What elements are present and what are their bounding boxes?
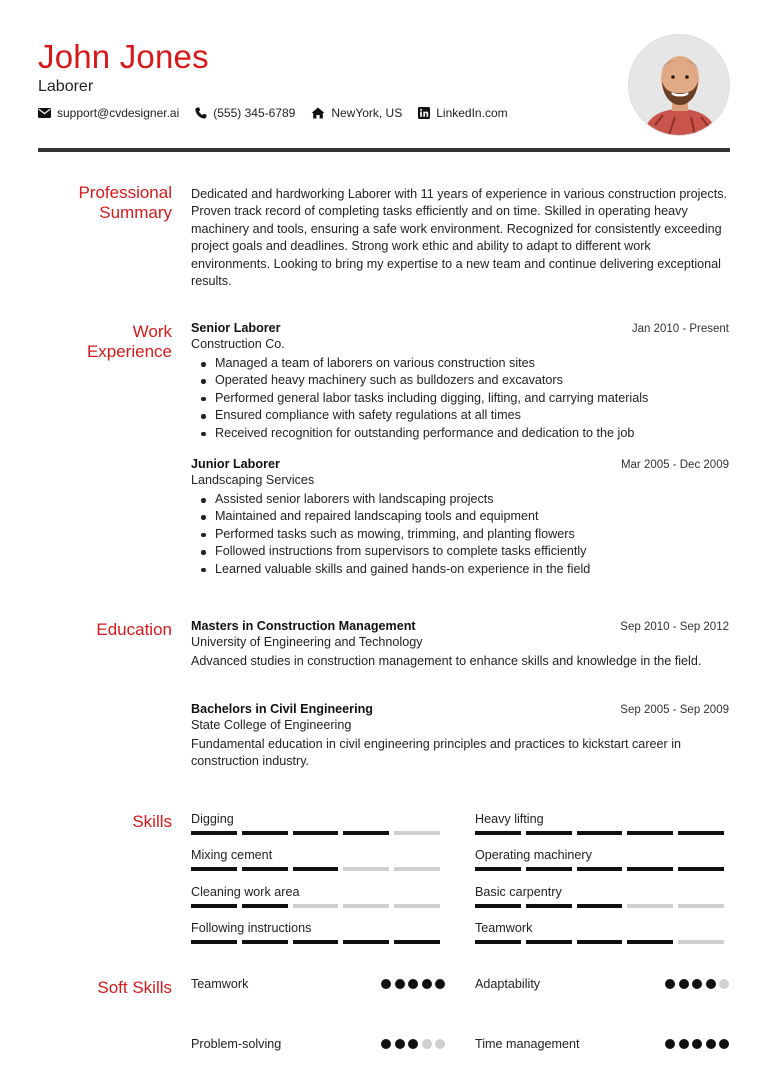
skill-level-segment [577,940,623,944]
job-bullets [191,355,729,442]
skill-level-segment [627,867,673,871]
skill-level-segment [678,940,724,944]
experience-heading-line1: Work [132,322,172,341]
skill-level-bar [475,940,729,944]
job-title: Senior Laborer [191,321,281,335]
education-dates: Sep 2005 - Sep 2009 [620,704,729,716]
linkedin-icon [418,107,430,119]
skill-item [475,848,729,871]
soft-skill-rating [378,1039,446,1049]
soft-skill-name: Time management [475,1037,580,1051]
rating-dot [679,1039,689,1049]
skill-level-segment [526,831,572,835]
rating-dot [665,1039,675,1049]
job-title: Junior Laborer [191,457,280,471]
skill-level-segment [627,940,673,944]
skill-level-bar [191,904,445,908]
job-bullet: Received recognition for outstanding performance and dedication to the job [191,425,729,442]
skill-level-segment [678,867,724,871]
summary-heading [78,183,172,223]
skill-item [475,921,729,944]
skill-level-segment [394,904,440,908]
skill-name: Following instructions [191,921,312,935]
job-bullet: Ensured compliance with safety regulations at all times [191,407,729,424]
profile-photo [628,34,730,136]
skill-level-bar [191,940,445,944]
job-entry [191,457,729,578]
rating-dot [692,979,702,989]
skill-level-segment [293,831,339,835]
skill-level-segment [343,867,389,871]
contact-location-text: NewYork, US [331,106,403,120]
skill-level-segment [242,867,288,871]
contact-location [311,106,402,120]
skill-item [191,885,445,908]
skill-level-segment [293,940,339,944]
skill-level-bar [475,867,729,871]
rating-dot [679,979,689,989]
skill-level-segment [394,867,440,871]
job-company: Landscaping Services [191,473,315,487]
experience-heading [87,322,172,362]
job-bullet: Performed general labor tasks including digging, lifting, and carrying materials [191,390,729,407]
skill-item [191,921,445,944]
skill-level-segment [191,940,237,944]
rating-dot [706,1039,716,1049]
rating-dot [435,1039,445,1049]
skill-level-segment [475,867,521,871]
skill-level-segment [526,904,572,908]
rating-dot [408,1039,418,1049]
education-description: Advanced studies in construction management to enhance skills and knowledge in the field. [191,654,702,668]
skill-item [475,812,729,835]
skill-level-segment [526,940,572,944]
job-bullet: Operated heavy machinery such as bulldozers and excavators [191,372,729,389]
skill-name: Digging [191,812,234,826]
education-entry [191,702,729,771]
rating-dot [395,1039,405,1049]
contact-bar [38,106,524,120]
soft-skill-item [191,977,445,991]
skill-level-segment [577,831,623,835]
skill-level-segment [343,940,389,944]
skill-name: Basic carpentry [475,885,562,899]
rating-dot [381,979,391,989]
job-bullets [191,491,729,578]
skill-level-bar [475,831,729,835]
soft-skill-rating [662,1039,730,1049]
skill-level-segment [293,904,339,908]
contact-email-text: support@cvdesigner.ai [57,106,180,120]
job-entry [191,321,729,442]
rating-dot [395,979,405,989]
rating-dot [665,979,675,989]
skill-level-segment [394,940,440,944]
header-divider [38,148,730,152]
soft-skill-name: Problem-solving [191,1037,282,1051]
job-company: Construction Co. [191,337,285,351]
education-degree: Masters in Construction Management [191,619,416,633]
education-description: Fundamental education in civil engineering principles and practices to kickstart career in construction industry. [191,737,682,769]
rating-dot [692,1039,702,1049]
contact-phone[interactable] [195,106,295,120]
skill-level-segment [475,904,521,908]
skill-name: Operating machinery [475,848,592,862]
education-dates: Sep 2010 - Sep 2012 [620,621,729,633]
contact-linkedin-text: LinkedIn.com [436,106,508,120]
contact-email[interactable] [38,106,179,120]
soft-skill-name: Adaptability [475,977,541,991]
phone-icon [195,107,207,119]
skill-level-segment [475,831,521,835]
soft-skill-rating [662,979,730,989]
skill-level-segment [191,904,237,908]
skill-level-segment [343,904,389,908]
skill-level-segment [242,831,288,835]
summary-text: Dedicated and hardworking Laborer with 11 years of experience in various construction projects. Proven track record of completing tasks efficiently and on time. Skilled in operating heavy machinery and tools, ensuring a safe work environment. Recognized for consistently exceeding project goals and deadlines. Strong work ethic and ability to adapt to different work environments. Looking to bring my expertise to a new team and continue delivering exceptional results. [191,187,727,289]
job-bullet: Followed instructions from supervisors to complete tasks efficiently [191,543,729,560]
skill-level-segment [242,940,288,944]
skills-heading: Skills [132,812,172,831]
skill-item [191,848,445,871]
skill-level-segment [293,867,339,871]
education-degree: Bachelors in Civil Engineering [191,702,373,716]
candidate-name: John Jones [38,38,209,75]
job-bullet: Learned valuable skills and gained hands-on experience in the field [191,561,729,578]
summary-section [191,186,729,290]
skill-level-segment [191,831,237,835]
skill-level-bar [475,904,729,908]
candidate-title: Laborer [38,78,94,95]
contact-linkedin[interactable] [418,106,507,120]
skill-level-segment [577,867,623,871]
skill-level-bar [191,831,445,835]
skill-item [475,885,729,908]
education-school: State College of Engineering [191,718,352,732]
skill-level-segment [343,831,389,835]
rating-dot [422,1039,432,1049]
rating-dot [719,979,729,989]
skill-level-segment [627,831,673,835]
rating-dot [422,979,432,989]
skill-level-segment [191,867,237,871]
soft-skill-item [191,1037,445,1051]
contact-phone-text: (555) 345-6789 [213,106,296,120]
education-heading: Education [96,620,172,639]
summary-heading-line2: Summary [99,203,172,222]
rating-dot [381,1039,391,1049]
skill-level-segment [526,867,572,871]
rating-dot [719,1039,729,1049]
skill-level-segment [394,831,440,835]
skill-level-segment [627,904,673,908]
job-bullet: Assisted senior laborers with landscaping projects [191,491,729,508]
soft-skill-name: Teamwork [191,977,249,991]
soft-skill-rating [378,979,446,989]
soft-skill-item [475,977,729,991]
job-dates: Jan 2010 - Present [631,323,729,335]
skill-name: Cleaning work area [191,885,300,899]
skill-name: Mixing cement [191,848,273,862]
skill-level-segment [242,904,288,908]
rating-dot [408,979,418,989]
education-entry [191,619,729,670]
skill-level-segment [678,904,724,908]
skill-level-segment [678,831,724,835]
rating-dot [435,979,445,989]
job-bullet: Performed tasks such as mowing, trimming, and planting flowers [191,526,729,543]
skill-name: Heavy lifting [475,812,544,826]
summary-heading-line1: Professional [78,183,172,202]
job-dates: Mar 2005 - Dec 2009 [620,459,729,471]
job-bullet: Maintained and repaired landscaping tools and equipment [191,508,729,525]
soft-skill-item [475,1037,729,1051]
skill-level-segment [577,904,623,908]
skill-level-bar [191,867,445,871]
skill-level-segment [475,940,521,944]
skill-item [191,812,445,835]
envelope-icon [38,108,51,118]
job-bullet: Managed a team of laborers on various construction sites [191,355,729,372]
education-school: University of Engineering and Technology [191,635,423,649]
skill-name: Teamwork [475,921,533,935]
soft-skills-heading: Soft Skills [97,978,172,997]
rating-dot [706,979,716,989]
home-icon [311,107,325,119]
experience-heading-line2: Experience [86,342,172,361]
